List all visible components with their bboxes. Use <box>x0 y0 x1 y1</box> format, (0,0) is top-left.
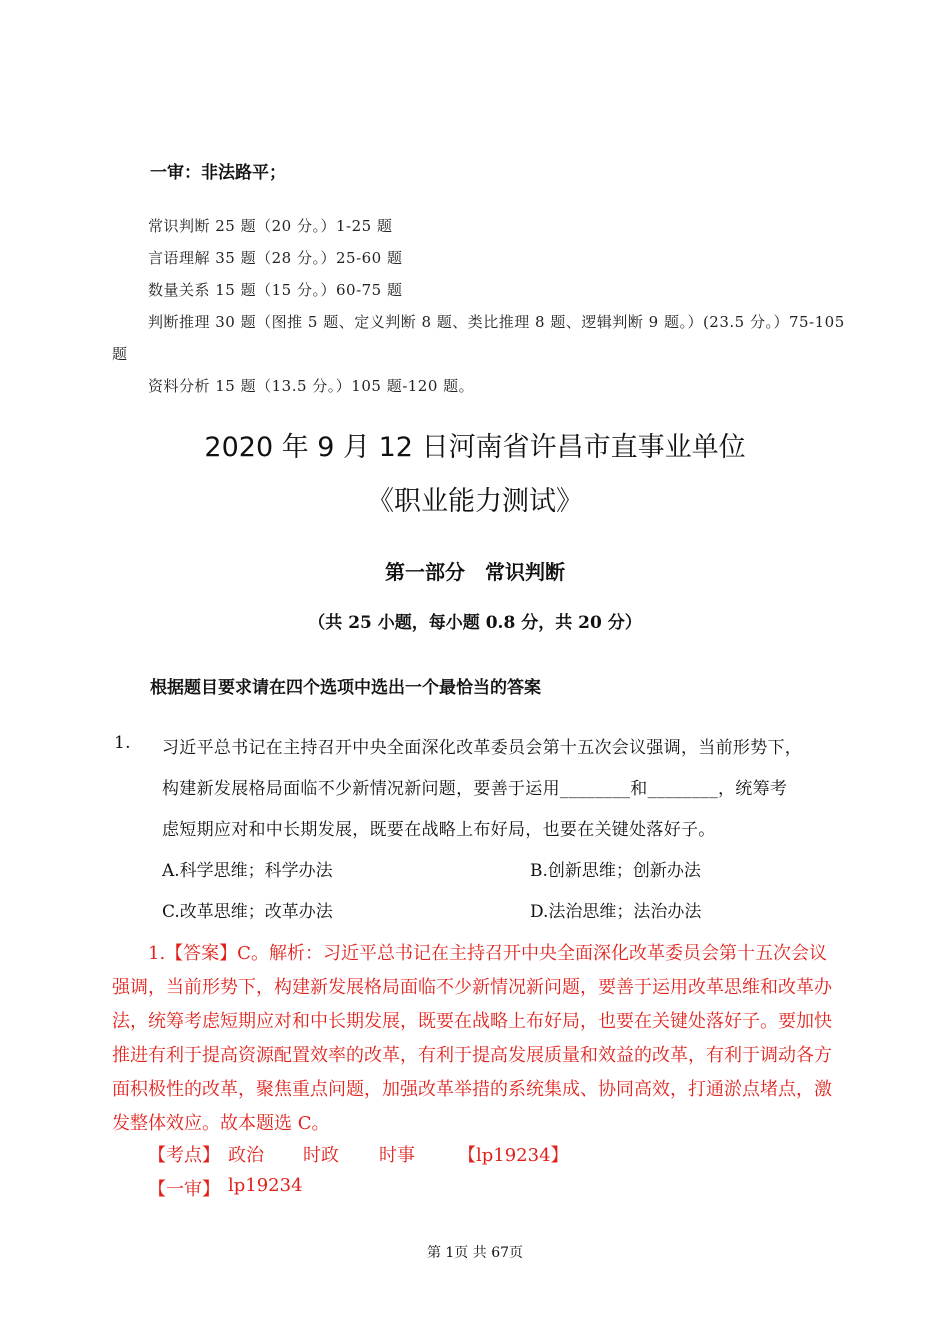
page-title-line-2: 《职业能力测试》 <box>367 486 583 517</box>
kaodian-item-2: 时政 <box>303 1145 339 1166</box>
page-title-line-1: 2020 年 9 月 12 日河南省许昌市直事业单位 <box>204 432 746 463</box>
section-line-4: 判断推理 30 题（图推 5 题、定义判断 8 题、类比推理 8 题、逻辑判断 9 题。）(23.5 分。）75-105 <box>148 313 845 331</box>
section-line-5: 资料分析 15 题（13.5 分。）105 题-120 题。 <box>148 377 475 395</box>
option-a: A.科学思维；科学办法 <box>162 861 333 881</box>
answer-explanation: 1.【答案】C。解析：习近平总书记在主持召开中央全面深化改革委员会第十五次会议强调，当前形势下，构建新发展格局面临不少新情况新问题，要善于运用改革思维和改革办法，统筹考虑短期应对和中长期发展，既要在战略上布好局，也要在关键处落好子。要加快推进有利于提高资源配置效率的改革，有利于提高发展质量和效益的改革，有利于调动各方面积极性的改革，聚焦重点问题，加强改革举措的系统集成、协同高效，打通淤点堵点，激发整体效应。故本题选 C。 <box>112 943 832 1134</box>
question-line-1: 习近平总书记在主持召开中央全面深化改革委员会第十五次会议强调，当前形势下， <box>162 738 803 758</box>
option-b: B.创新思维；创新办法 <box>530 861 701 881</box>
question-number: 1. <box>114 733 131 753</box>
question-line-2: 构建新发展格局面临不少新情况新问题，要善于运用________和________，统筹考 <box>162 779 788 799</box>
page-footer: 第 1页 共 67页 <box>426 1245 524 1261</box>
part-note: （共 25 小题，每小题 0.8 分，共 20 分） <box>308 613 642 633</box>
section-line-3: 数量关系 15 题（15 分。）60-75 题 <box>148 281 403 299</box>
section-line-1: 常识判断 25 题（20 分。）1-25 题 <box>148 217 393 235</box>
part-title: 第一部分 常识判断 <box>385 560 565 584</box>
kaodian-item-3: 时事 <box>379 1145 415 1166</box>
yishen-value: lp19234 <box>228 1175 303 1196</box>
option-d: D.法治思维；法治办法 <box>530 902 702 922</box>
kaodian-tag: 【lp19234】 <box>458 1145 569 1166</box>
section-line-4-wrap: 题 <box>112 345 128 363</box>
section-line-2: 言语理解 35 题（28 分。）25-60 题 <box>148 249 403 267</box>
question-line-3: 虑短期应对和中长期发展，既要在战略上布好局，也要在关键处落好子。 <box>162 820 716 840</box>
kaodian-label: 【考点】 <box>148 1145 220 1166</box>
option-c: C.改革思维；改革办法 <box>162 902 333 922</box>
yishen-label: 【一审】 <box>148 1179 220 1200</box>
instruction: 根据题目要求请在四个选项中选出一个最恰当的答案 <box>150 678 541 698</box>
reviewer-line: 一审：非法路平； <box>150 163 286 183</box>
kaodian-item-1: 政治 <box>228 1145 264 1166</box>
